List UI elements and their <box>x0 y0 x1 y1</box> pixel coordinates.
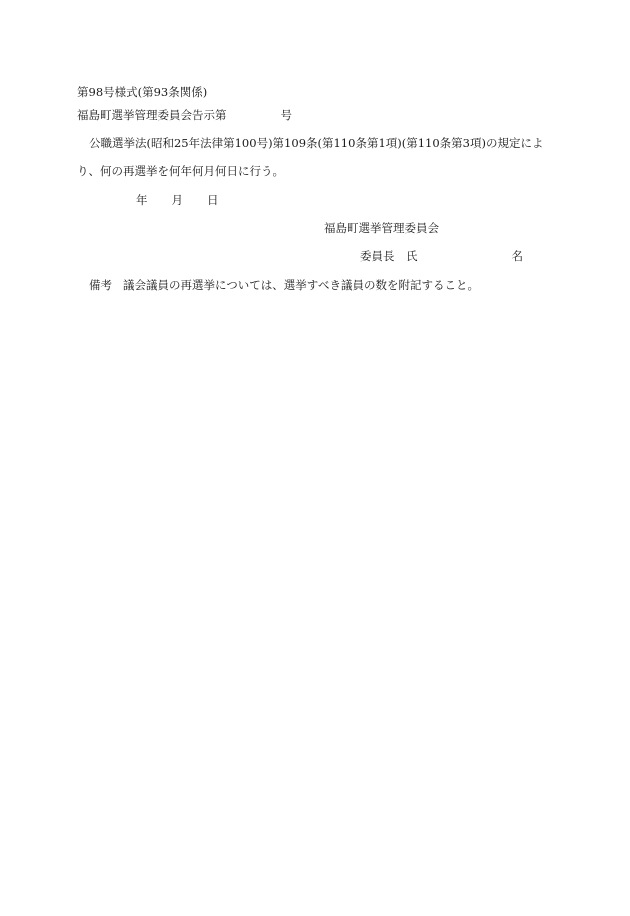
note <box>89 280 479 292</box>
chair-title: 委員長 氏 <box>360 249 418 263</box>
notice-header-prefix: 福島町選挙管理委員会告示第 <box>77 108 227 122</box>
note-label: 備考 <box>89 278 112 292</box>
issuer-committee: 福島町選挙管理委員会 <box>324 221 439 235</box>
body-line-1: 公職選挙法(昭和25年法律第100号)第109条(第110条第1項)(第110条第3項)の規定によ <box>89 136 544 150</box>
chair-name-suffix: 名 <box>511 249 523 263</box>
date-month: 月 <box>171 193 183 207</box>
form-id: 第98号様式(第93条関係) <box>77 85 208 99</box>
notice-header-suffix: 号 <box>280 108 292 122</box>
issuer-chair <box>360 251 523 263</box>
notice-header <box>77 110 292 122</box>
date-year: 年 <box>136 193 148 207</box>
date-line <box>136 195 219 207</box>
date-day: 日 <box>207 193 219 207</box>
body-line-2: り、何の再選挙を何年何月何日に行う。 <box>77 164 284 178</box>
note-text: 議会議員の再選挙については、選挙すべき議員の数を附記すること。 <box>123 278 480 292</box>
